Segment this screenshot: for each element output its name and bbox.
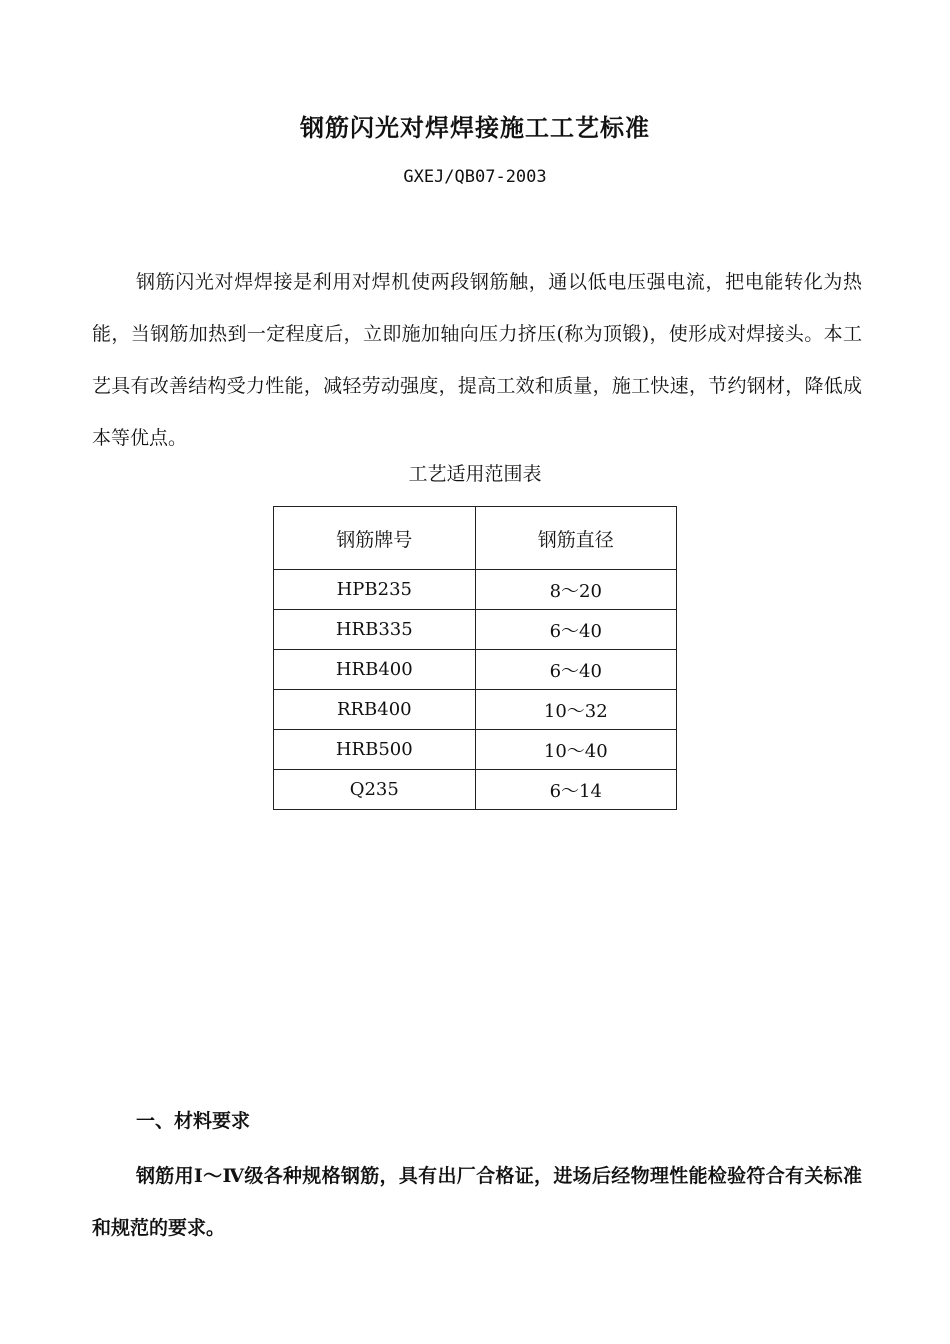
header-steel-diameter: 钢筋直径 (475, 507, 676, 570)
table-row (274, 650, 677, 690)
header-steel-grade: 钢筋牌号 (274, 507, 476, 570)
cell-grade: HRB335 (274, 610, 476, 650)
table-row (274, 770, 677, 810)
cell-grade: HPB235 (274, 570, 476, 610)
table-row (274, 730, 677, 770)
cell-diameter: 6～40 (475, 610, 676, 650)
intro-paragraph: 钢筋闪光对焊焊接是利用对焊机使两段钢筋触，通以低电压强电流，把电能转化为热能，当钢筋加热到一定程度后，立即施加轴向压力挤压(称为顶锻)，使形成对焊接头。本工艺具有改善结构受力性能，减轻劳动强度，提高工效和质量，施工快速，节约钢材，降低成本等优点。 (92, 271, 862, 449)
cell-grade: Q235 (274, 770, 476, 810)
cell-diameter: 6～14 (475, 770, 676, 810)
cell-grade: HRB400 (274, 650, 476, 690)
table-row (274, 690, 677, 730)
section-body-materials: 钢筋用Ⅰ～Ⅳ级各种规格钢筋，具有出厂合格证，进场后经物理性能检验符合有关标准和规范的要求。 (92, 1165, 862, 1239)
cell-diameter: 10～40 (475, 730, 676, 770)
document-title: 钢筋闪光对焊焊接施工工艺标准 (300, 113, 650, 142)
document-code: GXEJ/QB07-2003 (403, 167, 547, 187)
cell-grade: RRB400 (274, 690, 476, 730)
cell-grade: HRB500 (274, 730, 476, 770)
table-caption: 工艺适用范围表 (408, 463, 542, 485)
cell-diameter: 10～32 (475, 690, 676, 730)
cell-diameter: 6～40 (475, 650, 676, 690)
table-row (274, 610, 677, 650)
table-row (274, 570, 677, 610)
applicable-range-table (273, 506, 677, 810)
table-header-row (274, 507, 677, 570)
section-heading-materials: 一、材料要求 (136, 1110, 251, 1132)
cell-diameter: 8～20 (475, 570, 676, 610)
